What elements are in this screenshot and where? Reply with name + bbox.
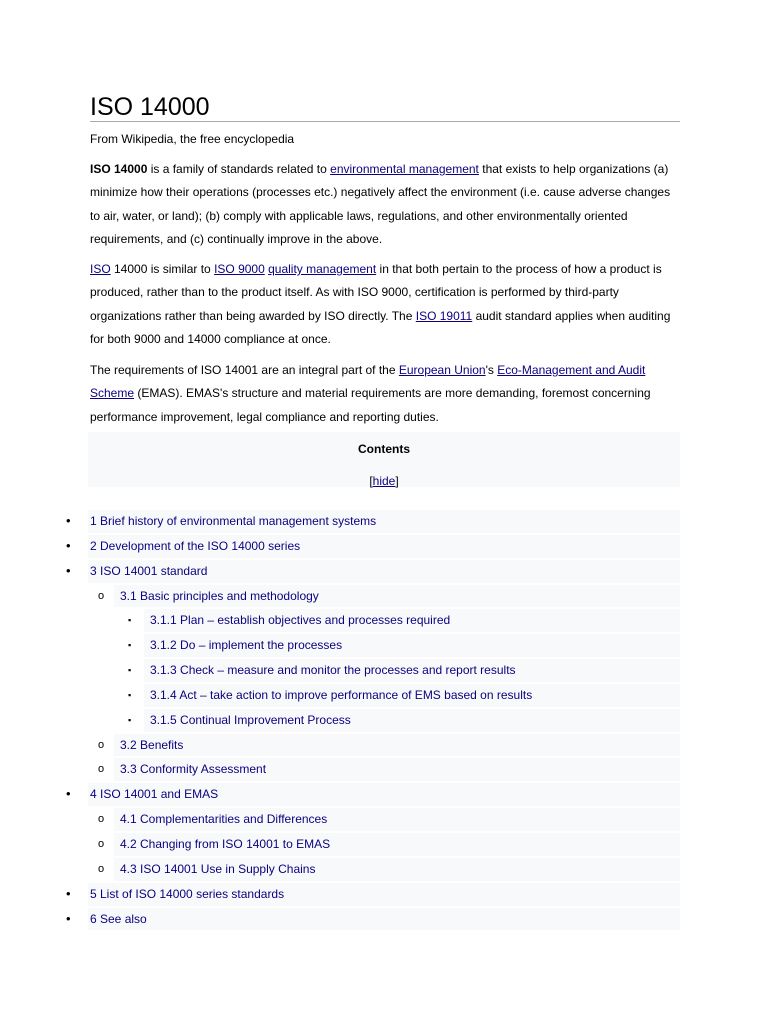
paragraph-text: 14000 is similar to <box>110 262 215 276</box>
toc-item <box>0 857 768 882</box>
article-link[interactable]: environmental management <box>330 162 479 176</box>
bullet-marker: • <box>66 786 71 802</box>
toc-item <box>0 584 768 609</box>
intro-paragraph-1 <box>90 158 680 251</box>
toc-header <box>88 432 680 487</box>
toc-item <box>0 807 768 832</box>
toc-link[interactable]: 3.1.1 Plan – establish objectives and processes required <box>150 613 451 628</box>
paragraph-text: is a family of standards related to <box>147 162 331 176</box>
bullet-marker: • <box>66 513 71 528</box>
toc-item <box>0 757 768 782</box>
toc-link[interactable]: 6 See also <box>90 911 147 926</box>
bullet-marker: o <box>98 763 105 776</box>
toc-item <box>0 907 768 932</box>
article-link[interactable]: Eco-Management and Audit Scheme <box>90 363 646 401</box>
toc-item <box>0 683 768 708</box>
toc-link[interactable]: 3.1.5 Continual Improvement Process <box>150 712 351 727</box>
toc-item <box>0 733 768 758</box>
article-link[interactable]: European Union <box>398 363 486 377</box>
toc-link[interactable]: 3.1.4 Act – take action to improve performance of EMS based on results <box>150 687 533 702</box>
bullet-marker: • <box>66 562 71 578</box>
toc-item <box>0 534 768 559</box>
page-subtitle: From Wikipedia, the free encyclopedia <box>90 132 295 146</box>
toc-link[interactable]: 3.1.2 Do – implement the processes <box>150 638 343 653</box>
page-title: ISO 14000 <box>90 93 210 121</box>
bullet-marker: • <box>66 537 71 553</box>
bullet-marker: o <box>98 837 105 850</box>
bullet-marker: ▪ <box>128 714 132 725</box>
paragraph-text: that exists to help organizations (a) minimize how their operations (processes etc.) negatively affect the environment (i.e. cause adverse changes to air, water, or land); (b) comply with applicable laws, regulations, and other environmentally oriented requirements, and (c) continually improve in the above. <box>90 162 671 246</box>
bullet-marker: ▪ <box>128 689 132 700</box>
toc-item <box>0 509 768 534</box>
toc-link[interactable]: 3.2 Benefits <box>120 737 184 752</box>
intro-paragraph-2 <box>90 258 680 351</box>
toc-link[interactable]: 4.3 ISO 14001 Use in Supply Chains <box>120 861 316 876</box>
article-link[interactable]: ISO 9000 <box>214 262 265 276</box>
bullet-marker: • <box>66 885 71 901</box>
article-link[interactable]: ISO <box>90 262 111 276</box>
toc-link[interactable]: 3.1.3 Check – measure and monitor the processes and report results <box>150 663 516 678</box>
toc-title: Contents <box>358 442 410 456</box>
paragraph-text: in that both pertain to the process of how a product is produced, rather than to the product itself. As with ISO 9000, certification is performed by third-party organizations rather than being awarded by ISO directly. The <box>90 262 662 323</box>
toc-link[interactable]: 4 ISO 14001 and EMAS <box>90 787 219 802</box>
article-link[interactable]: ISO 19011 <box>415 308 473 323</box>
toc-link[interactable]: 3 ISO 14001 standard <box>90 563 208 578</box>
toc-link[interactable]: 3.3 Conformity Assessment <box>120 762 267 777</box>
toc-toggle <box>88 473 680 489</box>
toc-item <box>0 782 768 807</box>
toc-list <box>0 509 768 931</box>
toc-toggle-open: [ <box>369 474 373 488</box>
toc-item-background <box>88 908 680 931</box>
toc-item <box>0 633 768 658</box>
toc-link[interactable]: 5 List of ISO 14000 series standards <box>90 886 285 901</box>
toc-toggle-close: ] <box>395 474 399 488</box>
paragraph-text: 's <box>485 363 498 377</box>
title-divider <box>90 121 680 122</box>
toc-hide-link[interactable]: hide <box>372 474 396 488</box>
toc-link[interactable]: 4.1 Complementarities and Differences <box>120 812 328 827</box>
bullet-marker: ▪ <box>128 665 132 676</box>
bullet-marker: o <box>98 589 105 602</box>
paragraph-text: The requirements of ISO 14001 are an integral part of the <box>90 363 399 377</box>
bullet-marker: o <box>98 738 105 751</box>
toc-item <box>0 608 768 633</box>
toc-link[interactable]: 3.1 Basic principles and methodology <box>120 588 319 603</box>
paragraph-text: audit standard applies when auditing for both 9000 and 14000 compliance at once. <box>90 308 671 346</box>
bullet-marker: • <box>66 910 71 926</box>
bullet-marker: ▪ <box>128 640 132 651</box>
bold-term: ISO 14000 <box>90 162 148 176</box>
toc-item <box>0 882 768 907</box>
intro-paragraph-3 <box>90 359 680 429</box>
toc-link[interactable]: 4.2 Changing from ISO 14001 to EMAS <box>120 836 331 851</box>
toc-item <box>0 708 768 733</box>
toc-item <box>0 559 768 584</box>
paragraph-text: (EMAS). EMAS's structure and material requirements are more demanding, foremost concerning performance improvement, legal compliance and reporting duties. <box>90 386 651 424</box>
bullet-marker: o <box>98 813 105 826</box>
toc-item <box>0 832 768 857</box>
bullet-marker: ▪ <box>128 615 132 626</box>
bullet-marker: o <box>98 862 105 875</box>
toc-item <box>0 658 768 683</box>
toc-item-background <box>114 734 680 757</box>
toc-link[interactable]: 1 Brief history of environmental management systems <box>90 514 377 528</box>
toc-link[interactable]: 2 Development of the ISO 14000 series <box>90 538 301 553</box>
article-link[interactable]: quality management <box>268 262 377 276</box>
